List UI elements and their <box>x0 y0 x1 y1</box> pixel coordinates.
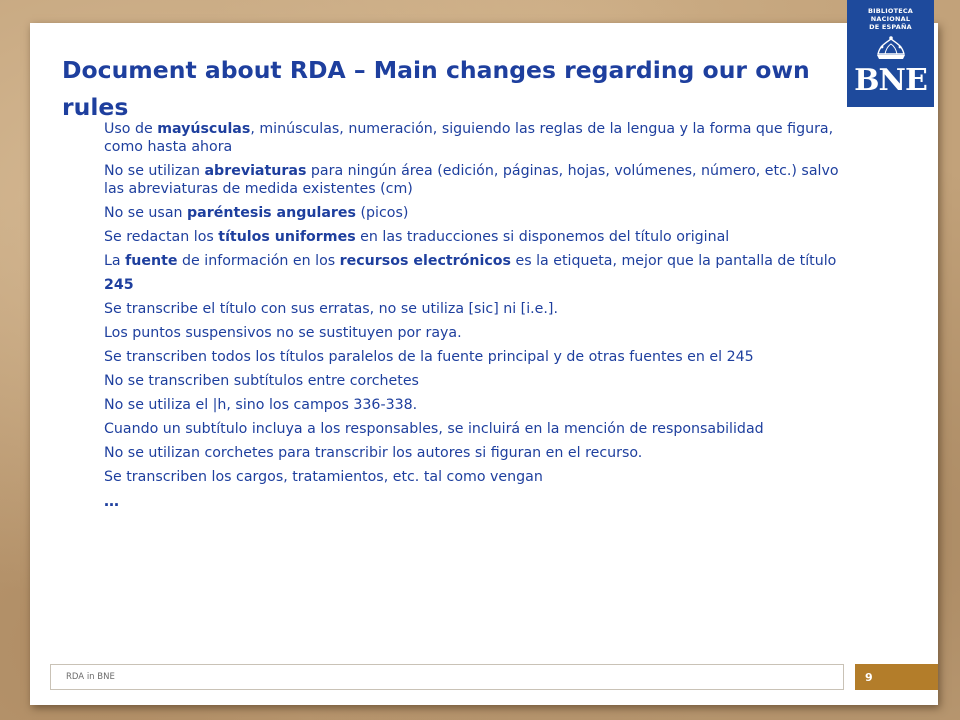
logo-institution-name: BIBLIOTECA NACIONAL DE ESPAÑA <box>867 7 914 31</box>
list-item <box>104 492 856 510</box>
list-item <box>104 396 856 414</box>
list-item-text: Se transcribe el título con sus erratas, no se utiliza [sic] ni [i.e.]. <box>104 301 558 317</box>
logo-mark: BNE <box>854 63 927 98</box>
list-item-text: Cuando un subtítulo incluya a los responsables, se incluirá en la mención de responsabilidad <box>104 421 764 437</box>
list-item <box>104 420 856 438</box>
list-item <box>104 162 856 198</box>
list-item-text: No se utilizan corchetes para transcribir los autores si figuran en el recurso. <box>104 445 643 461</box>
list-item <box>104 120 856 156</box>
page-number: 9 <box>865 671 873 684</box>
list-item-text: de información en los <box>177 253 340 269</box>
list-item <box>104 324 856 342</box>
list-item-text: (picos) <box>356 205 409 221</box>
list-item-text: No se utiliza el |h, sino los campos 336-338. <box>104 397 418 413</box>
footer-bar <box>50 664 844 690</box>
list-item <box>104 300 856 318</box>
emphasis-text: mayúsculas <box>157 121 251 137</box>
list-item <box>104 252 856 270</box>
emphasis-text: 245 <box>104 277 134 293</box>
slide-title: Document about RDA – Main changes regarding our own rules <box>62 56 810 121</box>
list-item <box>104 276 856 294</box>
page-number-box <box>855 664 938 690</box>
list-item-text: No se utilizan <box>104 163 205 179</box>
list-item-text: No se usan <box>104 205 188 221</box>
emphasis-text: títulos uniformes <box>218 229 356 245</box>
list-item-text: es la etiqueta, mejor que la pantalla de título <box>510 253 837 269</box>
list-item <box>104 228 856 246</box>
list-item-text: en las traducciones si disponemos del título original <box>355 229 730 245</box>
list-item-text: Uso de <box>104 121 158 137</box>
list-item <box>104 372 856 390</box>
emphasis-text: … <box>104 492 119 510</box>
body-list <box>104 120 856 516</box>
list-item-text: Los puntos suspensivos no se sustituyen por raya. <box>104 325 462 341</box>
list-item-text: Se transcriben los cargos, tratamientos, etc. tal como vengan <box>104 469 543 485</box>
emphasis-text: fuente <box>125 253 178 269</box>
list-item <box>104 444 856 462</box>
list-item-text: La <box>104 253 126 269</box>
list-item <box>104 348 856 366</box>
list-item-text: para ningún área (edición, páginas, hojas, volúmenes, número, etc.) salvo las abreviaturas de medida existentes (cm) <box>104 163 839 197</box>
emphasis-text: abreviaturas <box>204 163 307 179</box>
list-item-text: , minúsculas, numeración, siguiendo las reglas de la lengua y la forma que figura, como hasta ahora <box>104 121 834 155</box>
list-item <box>104 204 856 222</box>
emphasis-text: recursos electrónicos <box>339 253 511 269</box>
crown-icon <box>874 35 908 61</box>
list-item-text: Se redactan los <box>104 229 219 245</box>
list-item-text: Se transcriben todos los títulos paralelos de la fuente principal y de otras fuentes en el 245 <box>104 349 754 365</box>
emphasis-text: paréntesis angulares <box>187 205 356 221</box>
footer-label: RDA in BNE <box>66 672 115 682</box>
bne-logo <box>847 0 934 107</box>
list-item <box>104 468 856 486</box>
list-item-text: No se transcriben subtítulos entre corchetes <box>104 373 419 389</box>
